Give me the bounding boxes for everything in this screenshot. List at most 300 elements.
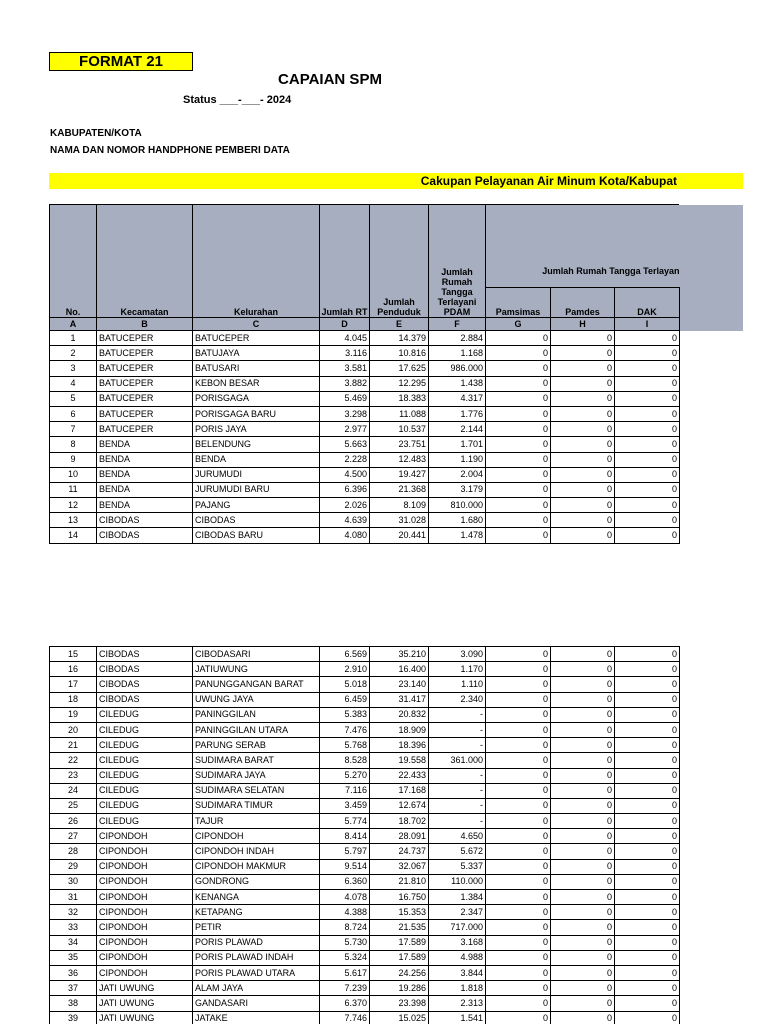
row-pamsimas: 0 bbox=[486, 859, 551, 874]
row-kelurahan: PORIS PLAWAD INDAH bbox=[193, 950, 320, 965]
table-row bbox=[50, 647, 680, 662]
header-kecamatan: Kecamatan bbox=[97, 205, 193, 317]
row-kelurahan: BATUJAYA bbox=[193, 346, 320, 361]
column-letter: D bbox=[320, 317, 370, 330]
row-pamdes: 0 bbox=[551, 361, 615, 376]
row-jumlah-penduduk: 21.535 bbox=[370, 920, 429, 935]
row-kelurahan: SUDIMARA TIMUR bbox=[193, 798, 320, 813]
column-letter: G bbox=[486, 317, 551, 330]
row-jumlah-penduduk: 10.537 bbox=[370, 422, 429, 437]
row-no: 23 bbox=[50, 768, 97, 783]
row-jumlah-pdam: 4.988 bbox=[429, 950, 486, 965]
row-jumlah-pdam: 2.347 bbox=[429, 905, 486, 920]
row-jumlah-penduduk: 18.383 bbox=[370, 391, 429, 406]
row-jumlah-penduduk: 8.109 bbox=[370, 498, 429, 513]
row-no: 15 bbox=[50, 647, 97, 662]
row-pamdes: 0 bbox=[551, 513, 615, 528]
row-kelurahan: BATUSARI bbox=[193, 361, 320, 376]
table-row bbox=[50, 452, 680, 467]
row-pamsimas: 0 bbox=[486, 844, 551, 859]
row-jumlah-rt: 2.026 bbox=[320, 498, 370, 513]
row-jumlah-penduduk: 21.368 bbox=[370, 482, 429, 497]
row-jumlah-penduduk: 23.751 bbox=[370, 437, 429, 452]
row-pamdes: 0 bbox=[551, 844, 615, 859]
row-jumlah-penduduk: 23.398 bbox=[370, 996, 429, 1011]
page-title: CAPAIAN SPM bbox=[278, 71, 382, 88]
data-table-top bbox=[49, 330, 680, 544]
row-pamdes: 0 bbox=[551, 935, 615, 950]
status-line: Status ___-___- 2024 bbox=[183, 94, 292, 106]
table-row bbox=[50, 513, 680, 528]
row-jumlah-rt: 5.730 bbox=[320, 935, 370, 950]
row-kelurahan: KENANGA bbox=[193, 890, 320, 905]
header-jumlah-penduduk: Jumlah Penduduk bbox=[370, 205, 429, 317]
row-pamdes: 0 bbox=[551, 859, 615, 874]
row-jumlah-rt: 3.298 bbox=[320, 406, 370, 421]
table-row bbox=[50, 1011, 680, 1024]
header-pamdes: Pamdes bbox=[551, 287, 615, 317]
row-pamsimas: 0 bbox=[486, 528, 551, 543]
row-no: 39 bbox=[50, 1011, 97, 1024]
table-row bbox=[50, 798, 680, 813]
row-kecamatan: BATUCEPER bbox=[97, 346, 193, 361]
row-jumlah-pdam: - bbox=[429, 768, 486, 783]
row-pamsimas: 0 bbox=[486, 437, 551, 452]
row-jumlah-pdam: 1.168 bbox=[429, 346, 486, 361]
table-row bbox=[50, 874, 680, 889]
row-pamsimas: 0 bbox=[486, 467, 551, 482]
row-no: 32 bbox=[50, 905, 97, 920]
row-pamdes: 0 bbox=[551, 498, 615, 513]
row-kecamatan: BATUCEPER bbox=[97, 376, 193, 391]
header-kelurahan: Kelurahan bbox=[193, 205, 320, 317]
row-jumlah-penduduk: 23.140 bbox=[370, 677, 429, 692]
row-dak: 0 bbox=[615, 965, 680, 980]
row-dak: 0 bbox=[615, 707, 680, 722]
row-dak: 0 bbox=[615, 1011, 680, 1024]
row-jumlah-penduduk: 16.400 bbox=[370, 662, 429, 677]
row-jumlah-rt: 7.116 bbox=[320, 783, 370, 798]
row-kecamatan: CILEDUG bbox=[97, 707, 193, 722]
row-no: 3 bbox=[50, 361, 97, 376]
column-letter: F bbox=[429, 317, 486, 330]
row-pamdes: 0 bbox=[551, 753, 615, 768]
row-kecamatan: CIPONDOH bbox=[97, 920, 193, 935]
row-jumlah-pdam: 361.000 bbox=[429, 753, 486, 768]
row-jumlah-pdam: - bbox=[429, 798, 486, 813]
row-dak: 0 bbox=[615, 905, 680, 920]
row-jumlah-pdam: 2.313 bbox=[429, 996, 486, 1011]
row-jumlah-pdam: - bbox=[429, 707, 486, 722]
row-dak: 0 bbox=[615, 331, 680, 346]
row-jumlah-penduduk: 24.737 bbox=[370, 844, 429, 859]
row-pamdes: 0 bbox=[551, 647, 615, 662]
row-pamdes: 0 bbox=[551, 783, 615, 798]
row-jumlah-pdam: 1.776 bbox=[429, 406, 486, 421]
row-jumlah-penduduk: 16.750 bbox=[370, 890, 429, 905]
row-jumlah-rt: 5.324 bbox=[320, 950, 370, 965]
row-pamdes: 0 bbox=[551, 346, 615, 361]
row-jumlah-rt: 8.414 bbox=[320, 829, 370, 844]
row-dak: 0 bbox=[615, 482, 680, 497]
section-band bbox=[49, 173, 743, 189]
row-pamsimas: 0 bbox=[486, 768, 551, 783]
row-kecamatan: CILEDUG bbox=[97, 768, 193, 783]
row-dak: 0 bbox=[615, 437, 680, 452]
row-jumlah-pdam: 3.168 bbox=[429, 935, 486, 950]
column-letter: H bbox=[551, 317, 615, 330]
row-pamdes: 0 bbox=[551, 677, 615, 692]
table-header bbox=[49, 205, 680, 331]
row-jumlah-rt: 6.360 bbox=[320, 874, 370, 889]
row-pamsimas: 0 bbox=[486, 722, 551, 737]
row-dak: 0 bbox=[615, 950, 680, 965]
row-no: 11 bbox=[50, 482, 97, 497]
row-dak: 0 bbox=[615, 783, 680, 798]
row-kelurahan: PORIS PLAWAD bbox=[193, 935, 320, 950]
row-jumlah-rt: 5.270 bbox=[320, 768, 370, 783]
row-jumlah-rt: 5.018 bbox=[320, 677, 370, 692]
row-no: 20 bbox=[50, 722, 97, 737]
row-kecamatan: CIBODAS bbox=[97, 513, 193, 528]
row-jumlah-penduduk: 18.909 bbox=[370, 722, 429, 737]
row-kelurahan: SUDIMARA BARAT bbox=[193, 753, 320, 768]
row-jumlah-rt: 4.045 bbox=[320, 331, 370, 346]
section-title: Cakupan Pelayanan Air Minum Kota/Kabupat bbox=[420, 174, 677, 188]
row-kelurahan: BENDA bbox=[193, 452, 320, 467]
header-no: No. bbox=[50, 205, 97, 317]
row-jumlah-rt: 4.388 bbox=[320, 905, 370, 920]
row-jumlah-penduduk: 18.396 bbox=[370, 738, 429, 753]
row-jumlah-pdam: 810.000 bbox=[429, 498, 486, 513]
row-no: 22 bbox=[50, 753, 97, 768]
row-jumlah-pdam: 2.340 bbox=[429, 692, 486, 707]
row-jumlah-rt: 5.663 bbox=[320, 437, 370, 452]
row-kelurahan: ALAM JAYA bbox=[193, 981, 320, 996]
row-jumlah-penduduk: 19.558 bbox=[370, 753, 429, 768]
row-jumlah-rt: 5.469 bbox=[320, 391, 370, 406]
row-pamdes: 0 bbox=[551, 422, 615, 437]
row-no: 16 bbox=[50, 662, 97, 677]
table-row bbox=[50, 437, 680, 452]
row-no: 9 bbox=[50, 452, 97, 467]
row-no: 6 bbox=[50, 406, 97, 421]
row-pamsimas: 0 bbox=[486, 981, 551, 996]
table-row bbox=[50, 783, 680, 798]
row-jumlah-rt: 2.228 bbox=[320, 452, 370, 467]
row-jumlah-penduduk: 35.210 bbox=[370, 647, 429, 662]
row-pamdes: 0 bbox=[551, 1011, 615, 1024]
table-row bbox=[50, 814, 680, 829]
pemberi-data-label: NAMA DAN NOMOR HANDPHONE PEMBERI DATA bbox=[50, 145, 290, 156]
row-no: 38 bbox=[50, 996, 97, 1011]
row-jumlah-pdam: 717.000 bbox=[429, 920, 486, 935]
row-pamsimas: 0 bbox=[486, 950, 551, 965]
row-dak: 0 bbox=[615, 376, 680, 391]
row-kelurahan: PANUNGGANGAN BARAT bbox=[193, 677, 320, 692]
row-jumlah-rt: 6.396 bbox=[320, 482, 370, 497]
table-row bbox=[50, 498, 680, 513]
row-kecamatan: BATUCEPER bbox=[97, 422, 193, 437]
table-row bbox=[50, 768, 680, 783]
row-dak: 0 bbox=[615, 498, 680, 513]
row-kelurahan: JURUMUDI bbox=[193, 467, 320, 482]
row-jumlah-pdam: 3.844 bbox=[429, 965, 486, 980]
row-jumlah-penduduk: 24.256 bbox=[370, 965, 429, 980]
header-jumlah-pdam: Jumlah Rumah Tangga Terlayani PDAM bbox=[429, 205, 486, 317]
table-row bbox=[50, 753, 680, 768]
row-pamdes: 0 bbox=[551, 452, 615, 467]
row-kelurahan: PAJANG bbox=[193, 498, 320, 513]
row-jumlah-rt: 3.882 bbox=[320, 376, 370, 391]
row-jumlah-rt: 5.617 bbox=[320, 965, 370, 980]
row-pamdes: 0 bbox=[551, 905, 615, 920]
row-kelurahan: BATUCEPER bbox=[193, 331, 320, 346]
header-jumlah-rt: Jumlah RT bbox=[320, 205, 370, 317]
row-kelurahan: CIBODASARI bbox=[193, 647, 320, 662]
table-row bbox=[50, 935, 680, 950]
row-kecamatan: CILEDUG bbox=[97, 783, 193, 798]
row-jumlah-pdam: 1.170 bbox=[429, 662, 486, 677]
row-dak: 0 bbox=[615, 452, 680, 467]
row-kelurahan: CIPONDOH bbox=[193, 829, 320, 844]
row-pamsimas: 0 bbox=[486, 1011, 551, 1024]
row-kecamatan: CIPONDOH bbox=[97, 829, 193, 844]
row-pamsimas: 0 bbox=[486, 753, 551, 768]
row-kelurahan: PANINGGILAN bbox=[193, 707, 320, 722]
row-dak: 0 bbox=[615, 346, 680, 361]
row-kecamatan: BENDA bbox=[97, 452, 193, 467]
row-no: 35 bbox=[50, 950, 97, 965]
row-pamsimas: 0 bbox=[486, 361, 551, 376]
table-row bbox=[50, 890, 680, 905]
row-kecamatan: BENDA bbox=[97, 437, 193, 452]
table-row bbox=[50, 844, 680, 859]
row-jumlah-rt: 7.476 bbox=[320, 722, 370, 737]
row-no: 30 bbox=[50, 874, 97, 889]
row-jumlah-pdam: 5.337 bbox=[429, 859, 486, 874]
row-kecamatan: CIBODAS bbox=[97, 662, 193, 677]
header-dak: DAK bbox=[615, 287, 680, 317]
row-dak: 0 bbox=[615, 768, 680, 783]
row-jumlah-pdam: - bbox=[429, 783, 486, 798]
row-jumlah-rt: 2.910 bbox=[320, 662, 370, 677]
row-kecamatan: CILEDUG bbox=[97, 814, 193, 829]
row-pamdes: 0 bbox=[551, 981, 615, 996]
row-jumlah-pdam: 1.384 bbox=[429, 890, 486, 905]
row-kecamatan: CIBODAS bbox=[97, 647, 193, 662]
row-jumlah-penduduk: 11.088 bbox=[370, 406, 429, 421]
format-label: FORMAT 21 bbox=[49, 52, 193, 71]
row-jumlah-pdam: 1.478 bbox=[429, 528, 486, 543]
row-dak: 0 bbox=[615, 662, 680, 677]
table-row bbox=[50, 920, 680, 935]
row-kelurahan: CIBODAS bbox=[193, 513, 320, 528]
row-dak: 0 bbox=[615, 406, 680, 421]
row-jumlah-rt: 5.768 bbox=[320, 738, 370, 753]
row-no: 26 bbox=[50, 814, 97, 829]
row-jumlah-penduduk: 17.168 bbox=[370, 783, 429, 798]
row-no: 12 bbox=[50, 498, 97, 513]
row-kecamatan: CIPONDOH bbox=[97, 935, 193, 950]
column-letter: B bbox=[97, 317, 193, 330]
column-letter: A bbox=[50, 317, 97, 330]
row-pamsimas: 0 bbox=[486, 331, 551, 346]
row-pamdes: 0 bbox=[551, 738, 615, 753]
table-row bbox=[50, 965, 680, 980]
row-pamsimas: 0 bbox=[486, 677, 551, 692]
row-kecamatan: BATUCEPER bbox=[97, 391, 193, 406]
row-jumlah-pdam: 110.000 bbox=[429, 874, 486, 889]
column-letters bbox=[50, 317, 680, 330]
row-jumlah-penduduk: 12.295 bbox=[370, 376, 429, 391]
row-jumlah-penduduk: 31.028 bbox=[370, 513, 429, 528]
row-jumlah-rt: 5.797 bbox=[320, 844, 370, 859]
row-pamsimas: 0 bbox=[486, 406, 551, 421]
row-jumlah-rt: 2.977 bbox=[320, 422, 370, 437]
row-jumlah-rt: 5.383 bbox=[320, 707, 370, 722]
row-no: 7 bbox=[50, 422, 97, 437]
row-kelurahan: CIBODAS BARU bbox=[193, 528, 320, 543]
row-kelurahan: BELENDUNG bbox=[193, 437, 320, 452]
row-no: 5 bbox=[50, 391, 97, 406]
row-no: 33 bbox=[50, 920, 97, 935]
row-pamdes: 0 bbox=[551, 829, 615, 844]
row-jumlah-pdam: - bbox=[429, 814, 486, 829]
row-kecamatan: CIPONDOH bbox=[97, 890, 193, 905]
row-jumlah-pdam: 1.818 bbox=[429, 981, 486, 996]
row-dak: 0 bbox=[615, 361, 680, 376]
row-pamsimas: 0 bbox=[486, 965, 551, 980]
row-kelurahan: PETIR bbox=[193, 920, 320, 935]
row-kelurahan: JATAKE bbox=[193, 1011, 320, 1024]
row-jumlah-penduduk: 31.417 bbox=[370, 692, 429, 707]
row-no: 27 bbox=[50, 829, 97, 844]
row-pamsimas: 0 bbox=[486, 905, 551, 920]
row-kecamatan: CIPONDOH bbox=[97, 859, 193, 874]
row-dak: 0 bbox=[615, 844, 680, 859]
row-dak: 0 bbox=[615, 677, 680, 692]
row-jumlah-penduduk: 17.589 bbox=[370, 950, 429, 965]
row-pamsimas: 0 bbox=[486, 996, 551, 1011]
row-kecamatan: CILEDUG bbox=[97, 722, 193, 737]
row-no: 37 bbox=[50, 981, 97, 996]
header-group: Jumlah Rumah Tangga Terlayan bbox=[486, 205, 680, 287]
row-jumlah-penduduk: 15.025 bbox=[370, 1011, 429, 1024]
row-kelurahan: GONDRONG bbox=[193, 874, 320, 889]
row-pamsimas: 0 bbox=[486, 783, 551, 798]
row-jumlah-rt: 4.500 bbox=[320, 467, 370, 482]
row-dak: 0 bbox=[615, 528, 680, 543]
row-kelurahan: PARUNG SERAB bbox=[193, 738, 320, 753]
row-no: 29 bbox=[50, 859, 97, 874]
table-row bbox=[50, 738, 680, 753]
row-pamdes: 0 bbox=[551, 965, 615, 980]
table-row bbox=[50, 346, 680, 361]
row-no: 2 bbox=[50, 346, 97, 361]
row-jumlah-penduduk: 12.674 bbox=[370, 798, 429, 813]
table-row bbox=[50, 677, 680, 692]
row-kecamatan: JATI UWUNG bbox=[97, 981, 193, 996]
data-table-bottom bbox=[49, 646, 680, 1024]
row-kecamatan: CIBODAS bbox=[97, 692, 193, 707]
table-row bbox=[50, 692, 680, 707]
row-jumlah-penduduk: 18.702 bbox=[370, 814, 429, 829]
row-pamdes: 0 bbox=[551, 692, 615, 707]
row-pamsimas: 0 bbox=[486, 874, 551, 889]
row-dak: 0 bbox=[615, 722, 680, 737]
row-dak: 0 bbox=[615, 738, 680, 753]
row-no: 21 bbox=[50, 738, 97, 753]
row-jumlah-pdam: 3.179 bbox=[429, 482, 486, 497]
table-row bbox=[50, 406, 680, 421]
row-jumlah-rt: 6.370 bbox=[320, 996, 370, 1011]
row-jumlah-pdam: - bbox=[429, 722, 486, 737]
table-row bbox=[50, 905, 680, 920]
row-jumlah-rt: 9.514 bbox=[320, 859, 370, 874]
row-jumlah-rt: 8.724 bbox=[320, 920, 370, 935]
row-kecamatan: CILEDUG bbox=[97, 753, 193, 768]
row-jumlah-pdam: 1.680 bbox=[429, 513, 486, 528]
row-jumlah-penduduk: 28.091 bbox=[370, 829, 429, 844]
row-kecamatan: BENDA bbox=[97, 498, 193, 513]
row-dak: 0 bbox=[615, 647, 680, 662]
row-pamdes: 0 bbox=[551, 391, 615, 406]
row-jumlah-rt: 6.569 bbox=[320, 647, 370, 662]
table-row bbox=[50, 376, 680, 391]
row-pamsimas: 0 bbox=[486, 707, 551, 722]
row-jumlah-pdam: 3.090 bbox=[429, 647, 486, 662]
row-pamsimas: 0 bbox=[486, 346, 551, 361]
row-pamdes: 0 bbox=[551, 482, 615, 497]
row-kecamatan: CIBODAS bbox=[97, 528, 193, 543]
table-row bbox=[50, 662, 680, 677]
row-kecamatan: JATI UWUNG bbox=[97, 996, 193, 1011]
row-kelurahan: SUDIMARA JAYA bbox=[193, 768, 320, 783]
row-kecamatan: CILEDUG bbox=[97, 738, 193, 753]
row-dak: 0 bbox=[615, 935, 680, 950]
row-jumlah-rt: 6.459 bbox=[320, 692, 370, 707]
row-dak: 0 bbox=[615, 829, 680, 844]
row-pamdes: 0 bbox=[551, 707, 615, 722]
row-jumlah-pdam: 1.438 bbox=[429, 376, 486, 391]
row-dak: 0 bbox=[615, 753, 680, 768]
table-row bbox=[50, 361, 680, 376]
row-dak: 0 bbox=[615, 920, 680, 935]
row-kecamatan: CIPONDOH bbox=[97, 950, 193, 965]
row-pamdes: 0 bbox=[551, 996, 615, 1011]
row-jumlah-penduduk: 20.832 bbox=[370, 707, 429, 722]
table-row bbox=[50, 482, 680, 497]
row-pamsimas: 0 bbox=[486, 935, 551, 950]
row-jumlah-rt: 3.459 bbox=[320, 798, 370, 813]
row-jumlah-pdam: 1.110 bbox=[429, 677, 486, 692]
row-jumlah-penduduk: 17.625 bbox=[370, 361, 429, 376]
row-pamdes: 0 bbox=[551, 890, 615, 905]
table-row bbox=[50, 996, 680, 1011]
row-kelurahan: PORISGAGA BARU bbox=[193, 406, 320, 421]
row-no: 19 bbox=[50, 707, 97, 722]
row-pamdes: 0 bbox=[551, 722, 615, 737]
row-jumlah-rt: 3.581 bbox=[320, 361, 370, 376]
row-kecamatan: CIPONDOH bbox=[97, 965, 193, 980]
table-row bbox=[50, 722, 680, 737]
row-kecamatan: JATI UWUNG bbox=[97, 1011, 193, 1024]
row-kecamatan: BENDA bbox=[97, 482, 193, 497]
row-kecamatan: CILEDUG bbox=[97, 798, 193, 813]
row-jumlah-penduduk: 14.379 bbox=[370, 331, 429, 346]
row-kelurahan: JURUMUDI BARU bbox=[193, 482, 320, 497]
